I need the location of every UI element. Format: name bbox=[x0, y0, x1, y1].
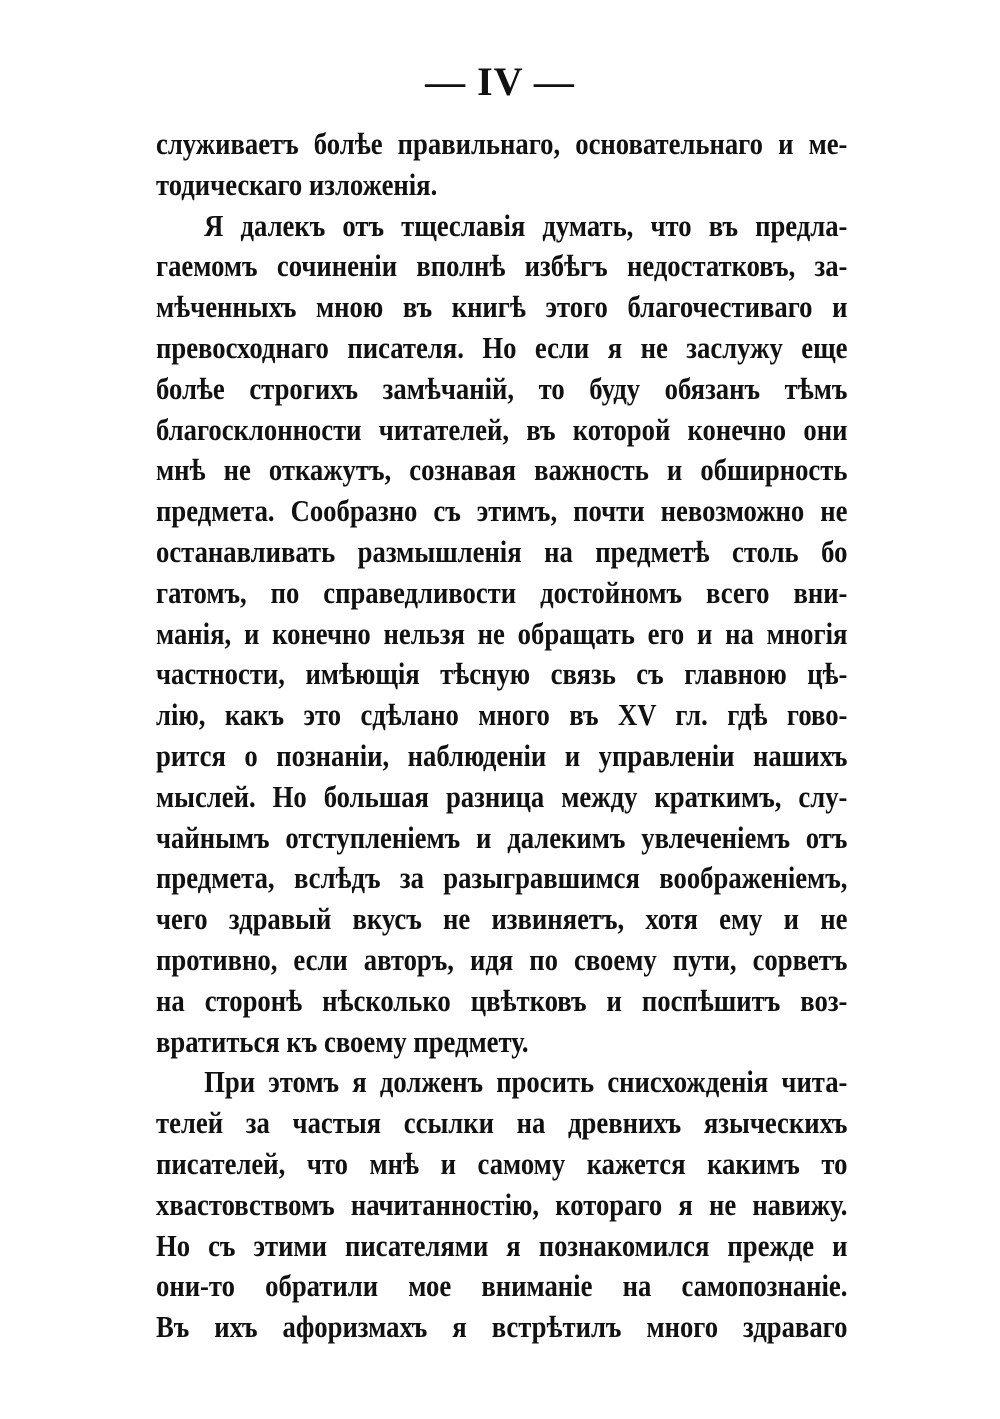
text-line: болѣе строгихъ замѣчаній, то буду обязанъ тѣмъ bbox=[156, 370, 848, 406]
text-line: чайнымъ отступленіемъ и далекимъ увлеченіемъ отъ bbox=[156, 819, 848, 855]
text-line: Я далекъ отъ тщеславія думать, что въ предла- bbox=[204, 207, 848, 243]
text-line: благосклонности читателей, въ которой конечно они bbox=[156, 411, 848, 447]
page-body-text bbox=[156, 124, 848, 1348]
text-line: предмета, вслѣдъ за разыгравшимся воображеніемъ, bbox=[156, 860, 848, 896]
text-line: противно, если авторъ, идя по своему пути, сорветъ bbox=[156, 941, 848, 977]
text-line: они-то обратили мое вниманіе на самопознаніе. bbox=[156, 1268, 848, 1304]
text-line: хвастовствомъ начитанностію, котораго я не навижу. bbox=[156, 1186, 848, 1222]
text-line: писателей, что мнѣ и самому кажется какимъ то bbox=[156, 1145, 848, 1181]
text-line: тодическаго изложенія. bbox=[156, 166, 438, 202]
text-line: Но съ этими писателями я познакомился прежде и bbox=[156, 1227, 848, 1263]
text-line: гатомъ, по справедливости достойномъ всего вни- bbox=[156, 574, 848, 610]
text-line: чего здравый вкусъ не извиняетъ, хотя ему и не bbox=[156, 901, 848, 937]
text-line: гаемомъ сочиненіи вполнѣ избѣгъ недостатковъ, за- bbox=[156, 248, 848, 284]
text-line: мнѣ не откажутъ, сознавая важность и обширность bbox=[156, 452, 848, 488]
text-line: мыслей. Но большая разница между краткимъ, слу- bbox=[156, 778, 848, 814]
text-line: Въ ихъ афоризмахъ я встрѣтилъ много здраваго bbox=[156, 1309, 848, 1345]
text-line: При этомъ я долженъ просить снисхожденія чита- bbox=[204, 1064, 848, 1100]
text-line: вратиться къ своему предмету. bbox=[156, 1023, 529, 1059]
text-line: превосходнаго писателя. Но если я не заслужу еще bbox=[156, 329, 848, 365]
text-line: рится о познаніи, наблюденіи и управленіи нашихъ bbox=[156, 737, 848, 773]
text-line: мѣченныхъ мною въ книгѣ этого благочестиваго и bbox=[156, 289, 848, 325]
page-number: — IV — bbox=[425, 59, 575, 104]
text-line: предмета. Сообразно съ этимъ, почти невозможно не bbox=[156, 493, 848, 529]
text-line: манія, и конечно нельзя не обращать его и на многія bbox=[156, 615, 848, 651]
text-line: останавливать размышленія на предметѣ столь бо bbox=[156, 533, 848, 569]
text-line: служиваетъ болѣе правильнаго, основательнаго и ме- bbox=[156, 126, 848, 161]
text-line: лію, какъ это сдѣлано много въ XV гл. гдѣ гово- bbox=[156, 697, 848, 733]
text-line: на сторонѣ нѣсколько цвѣтковъ и поспѣшитъ воз- bbox=[156, 982, 848, 1018]
text-line: телей за частыя ссылки на древнихъ языческихъ bbox=[156, 1105, 848, 1141]
text-line: частности, имѣющія тѣсную связь съ главною цѣ- bbox=[156, 656, 848, 692]
